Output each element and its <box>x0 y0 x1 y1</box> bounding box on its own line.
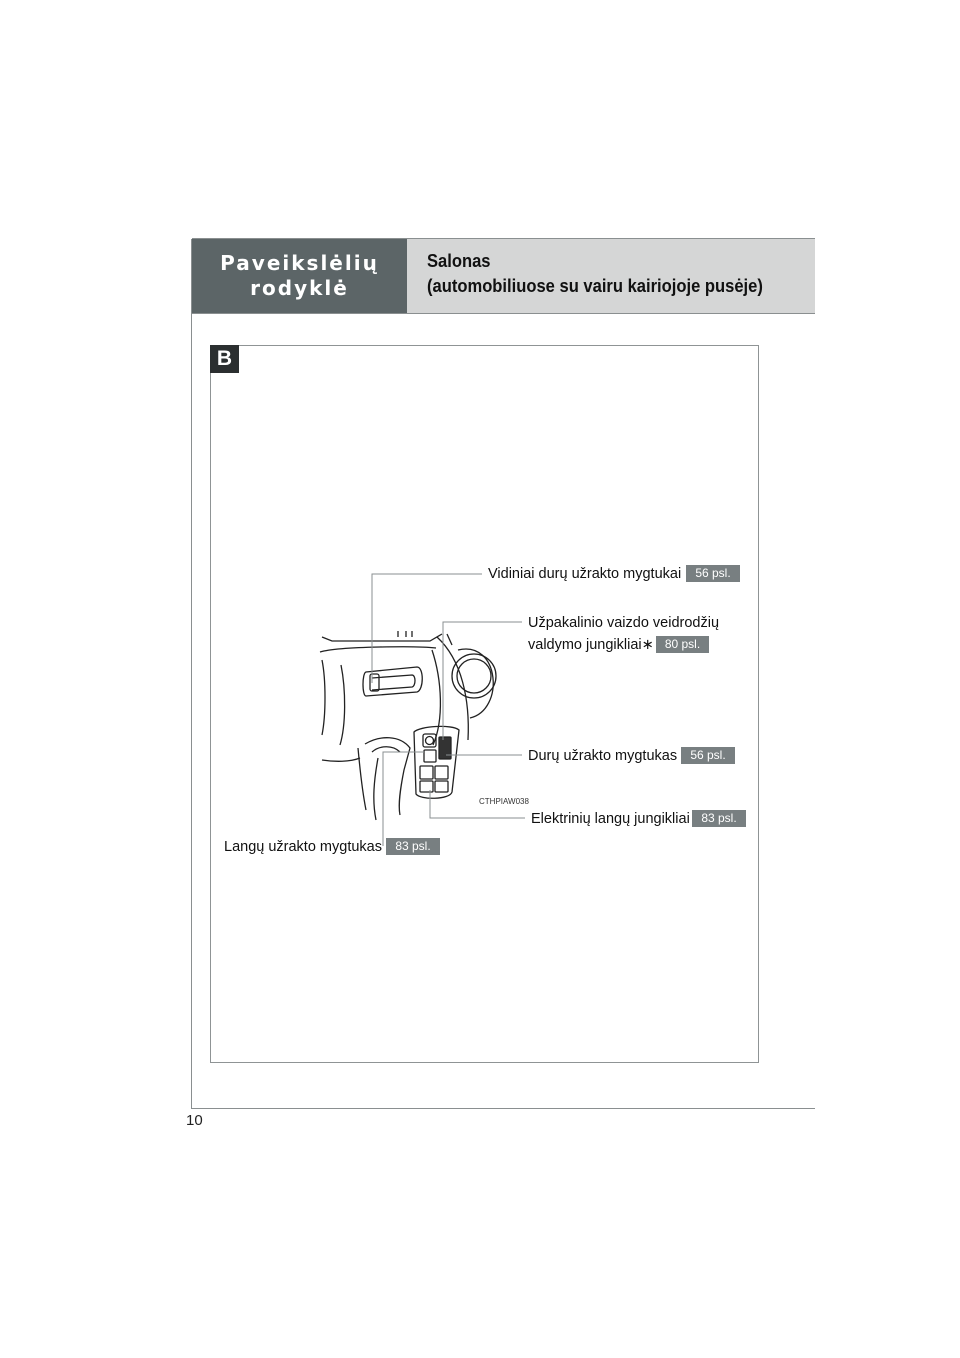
callout-inner-door-lock-ref[interactable]: 56 psl. <box>686 565 740 582</box>
callout-mirror-switch-label-text: valdymo jungikliai <box>528 637 642 653</box>
page-title-line2: (automobiliuose su vairu kairiojoje pusėje) <box>427 276 763 296</box>
page-title-line1: Salonas <box>427 251 491 271</box>
callout-inner-door-lock-label: Vidiniai durų užrakto mygtukai <box>488 566 682 582</box>
callout-power-window-switches-ref[interactable]: 83 psl. <box>692 810 746 827</box>
figure-badge: B <box>210 345 239 373</box>
callout-door-lock-button-ref[interactable]: 56 psl. <box>681 747 735 764</box>
callout-mirror-switch-label-line2 <box>528 637 654 653</box>
callout-power-window-switches-label: Elektrinių langų jungikliai <box>531 811 690 827</box>
page-number: 10 <box>186 1112 203 1129</box>
callout-door-lock-button-label: Durų užrakto mygtukas <box>528 748 678 764</box>
footer-rule <box>191 1108 815 1109</box>
section-title-line2: rodyklė <box>250 276 349 300</box>
image-code: CTHPIAW038 <box>479 797 529 806</box>
callout-mirror-switch-label-line1: Užpakalinio vaizdo veidrodžių <box>528 615 720 631</box>
callout-window-lock-button-label: Langų užrakto mygtukas <box>224 839 382 855</box>
section-title-line1: Paveikslėlių <box>220 251 379 275</box>
callout-mirror-switch-ref[interactable]: 80 psl. <box>656 636 709 653</box>
callout-window-lock-button-ref[interactable]: 83 psl. <box>386 838 440 855</box>
asterisk-mark: ∗ <box>641 637 654 653</box>
